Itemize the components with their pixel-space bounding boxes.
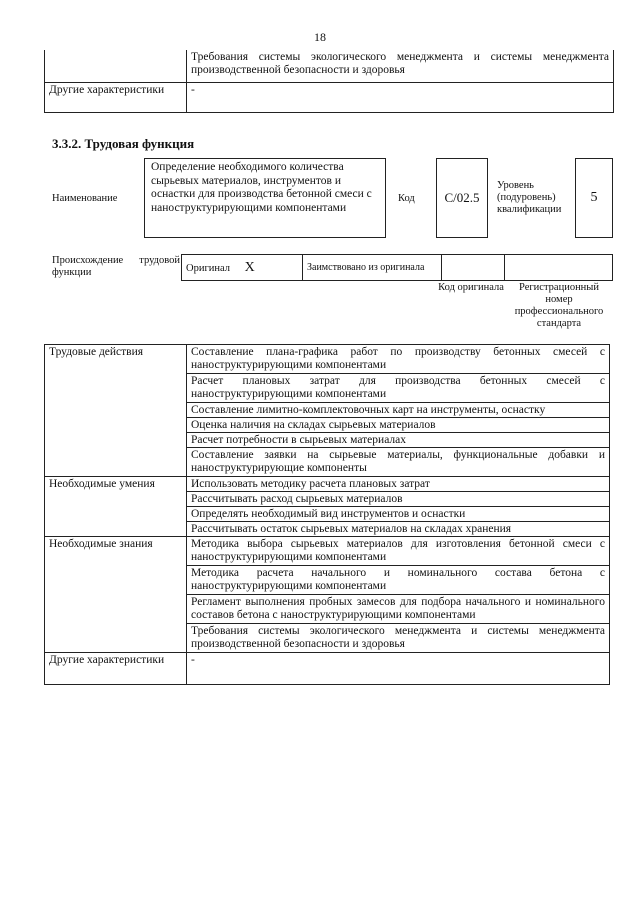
list-item: Методика выбора сырьевых материалов для изготовления бетонной смеси с наноструктурирующими компонентами	[187, 537, 610, 566]
list-item: Определять необходимый вид инструментов и оснастки	[187, 507, 610, 522]
level-label: Уровень (подуровень) квалификации	[497, 180, 562, 215]
table-row	[45, 50, 614, 82]
list-item: Расчет плановых затрат для производства бетонных смесей с наноструктурирующими компонентами	[187, 374, 610, 403]
list-item: Составление лимитно-комплектовочных карт на инструменты, оснастку	[187, 403, 610, 418]
table-row	[45, 82, 614, 112]
qualification-level: 5	[575, 158, 613, 238]
table-row	[45, 537, 610, 566]
list-item: Оценка наличия на складах сырьевых материалов	[187, 418, 610, 433]
borrowed-label: Заимствовано из оригинала	[303, 255, 442, 281]
name-label: Наименование	[52, 193, 118, 204]
list-item: -	[187, 653, 610, 685]
list-item: Использовать методику расчета плановых затрат	[187, 477, 610, 492]
table-row	[45, 653, 610, 685]
origin-table	[181, 254, 613, 281]
origin-label: Происхождение трудовой функции	[52, 255, 180, 278]
top-table-label	[45, 50, 187, 82]
group-label: Необходимые знания	[45, 537, 187, 653]
group-label: Другие характеристики	[45, 653, 187, 685]
list-item: Рассчитывать расход сырьевых материалов	[187, 492, 610, 507]
top-table	[44, 50, 614, 113]
table-row	[182, 255, 613, 281]
list-item: Составление заявки на сырьевые материалы, функциональные добавки и наноструктурирующие компоненты	[187, 448, 610, 477]
list-item: Рассчитывать остаток сырьевых материалов на складах хранения	[187, 522, 610, 537]
original-mark: X	[244, 259, 255, 275]
table-row	[45, 345, 610, 374]
code-caption: Код оригинала	[438, 282, 504, 293]
group-label: Трудовые действия	[45, 345, 187, 477]
registration-number-cell	[505, 255, 613, 281]
competency-table	[44, 344, 610, 685]
registration-caption: Регистрационный номер профессионального стандарта	[514, 282, 604, 329]
code-label: Код	[398, 193, 415, 204]
top-table-text: -	[187, 82, 614, 112]
original-code-cell	[442, 255, 505, 281]
list-item: Составление плана-графика работ по производству бетонных смесей с наноструктурирующими компонентами	[187, 345, 610, 374]
top-table-label: Другие характеристики	[45, 82, 187, 112]
original-cell	[182, 255, 303, 281]
page-number: 18	[314, 30, 326, 44]
group-label: Необходимые умения	[45, 477, 187, 537]
section-title: 3.3.2. Трудовая функция	[52, 136, 195, 151]
function-name: Определение необходимого количества сырьевых материалов, инструментов и оснастки для производства бетонной смеси с наноструктурирующими компонентами	[144, 158, 386, 238]
list-item: Методика расчета начального и номинального состава бетона с наноструктурирующими компонентами	[187, 566, 610, 595]
original-label: Оригинал	[186, 262, 230, 274]
list-item: Требования системы экологического менеджмента и системы менеджмента производственной безопасности и здоровья	[187, 624, 610, 653]
table-row	[45, 477, 610, 492]
list-item: Расчет потребности в сырьевых материалах	[187, 433, 610, 448]
top-table-text: Требования системы экологического менеджмента и системы менеджмента производственной безопасности и здоровья	[187, 50, 614, 82]
list-item: Регламент выполнения пробных замесов для подбора начального и номинального составов бетона с наноструктурирующими компонентами	[187, 595, 610, 624]
function-code: C/02.5	[436, 158, 488, 238]
